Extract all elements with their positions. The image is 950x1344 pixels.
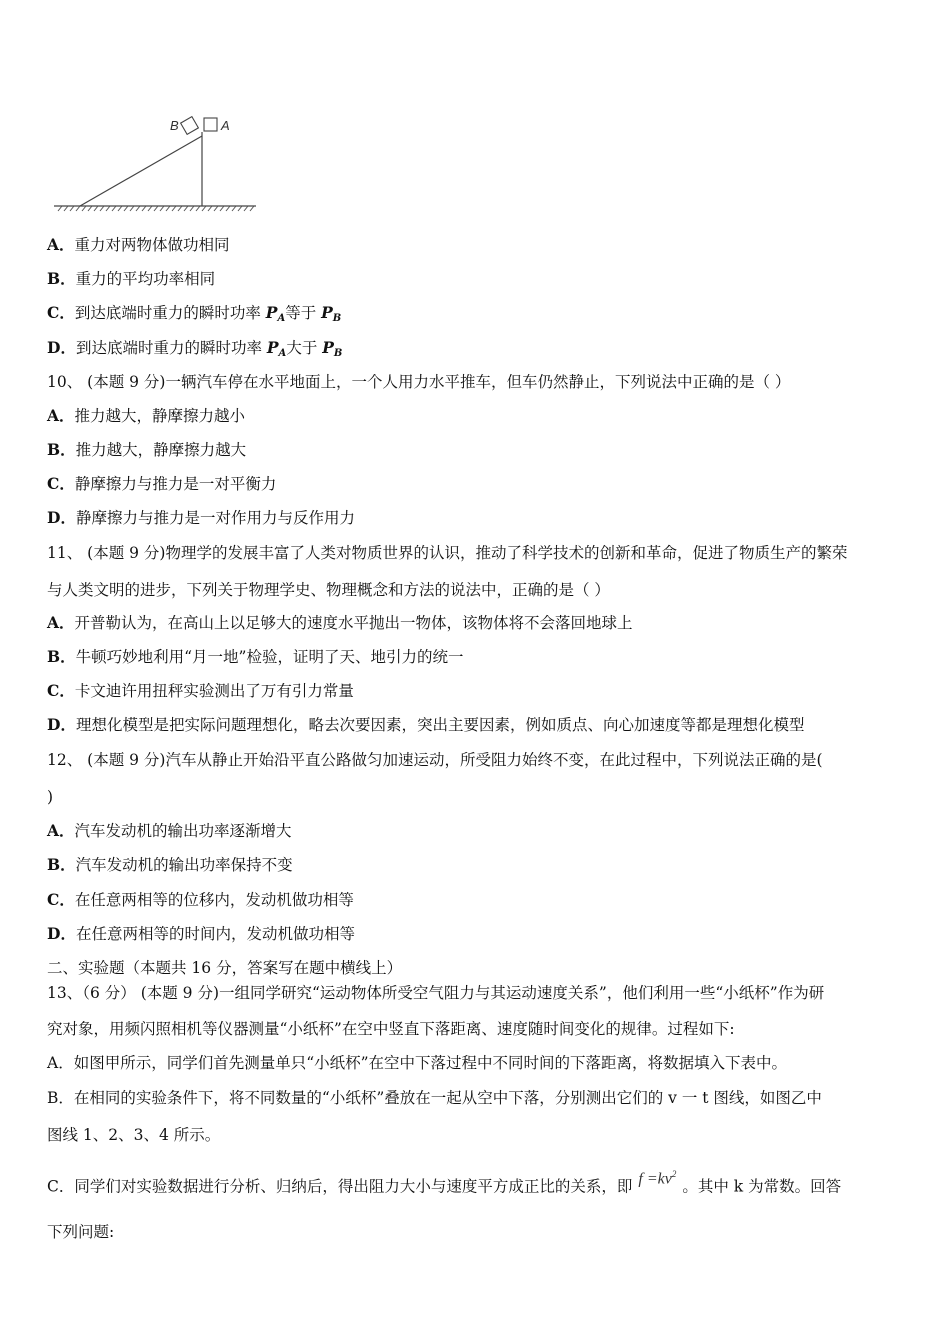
drag-formula: $f =kv^2$ — [638, 1169, 677, 1188]
block-a — [204, 118, 217, 131]
q12-stem-line1: 12、 (本题 9 分)汽车从静止开始沿平直公路做匀加速运动，所受阻力始终不变，在此过程中，下列说法正确的是( — [47, 751, 823, 769]
q10-stem: 10、 (本题 9 分)一辆汽车停在水平地面上，一个人用力水平推车，但车仍然静止，下列说法中正确的是（ ） — [47, 373, 791, 391]
section-heading: 二、实验题（本题共 16 分，答案写在题中横线上） — [47, 959, 403, 977]
q13-stem-line1: 13、（6 分） (本题 9 分)一组同学研究“运动物体所受空气阻力与其运动速度关系”，他们利用一些“小纸杯”作为研 — [47, 984, 825, 1002]
q13-step-c-line2: 下列问题: — [47, 1223, 115, 1241]
q12-option-b: B．汽车发动机的输出功率保持不变 — [47, 855, 293, 874]
q9-option-d: D．到达底端时重力的瞬时功率 $P_A$大于 $P_B$ — [47, 338, 343, 359]
q9-option-b: B．重力的平均功率相同 — [47, 269, 216, 288]
label-a: A — [221, 118, 230, 133]
q12-stem-line2: ) — [47, 788, 54, 806]
q11-option-d: D．理想化模型是把实际问题理想化，略去次要因素，突出主要因素，例如质点、向心加速度等都是理想化模型 — [47, 715, 805, 734]
q12-option-a: A．汽车发动机的输出功率逐渐增大 — [47, 821, 292, 840]
ground-hatching — [54, 206, 256, 211]
q11-stem-line1: 11、 (本题 9 分)物理学的发展丰富了人类对物质世界的认识，推动了科学技术的创新和革命，促进了物质生产的繁荣 — [47, 544, 848, 562]
q10-option-b: B．推力越大，静摩擦力越大 — [47, 440, 247, 459]
q10-option-a: A．推力越大，静摩擦力越小 — [47, 406, 246, 425]
q13-step-b-line2: 图线 1、2、3、4 所示。 — [47, 1126, 221, 1144]
q10-option-d: D．静摩擦力与推力是一对作用力与反作用力 — [47, 508, 355, 527]
q13-stem-line2: 究对象，用频闪照相机等仪器测量“小纸杯”在空中竖直下落距离、速度随时间变化的规律。过程如下: — [47, 1020, 735, 1038]
q13-step-c-line1: C．同学们对实验数据进行分析、归纳后，得出阻力大小与速度平方成正比的关系，即 $f =kv^2$。其中 k 为常数。回答 — [47, 1172, 841, 1197]
incline-figure — [50, 110, 265, 215]
q12-option-d: D．在任意两相等的时间内，发动机做功相等 — [47, 924, 355, 943]
label-b: B — [170, 118, 179, 133]
q10-option-c: C．静摩擦力与推力是一对平衡力 — [47, 474, 277, 493]
q12-option-c: C．在任意两相等的位移内，发动机做功相等 — [47, 890, 354, 909]
q11-option-c: C．卡文迪许用扭秤实验测出了万有引力常量 — [47, 681, 354, 700]
q11-option-a: A．开普勒认为，在高山上以足够大的速度水平抛出一物体，该物体将不会落回地球上 — [47, 613, 633, 632]
q13-step-b-line1: B．在相同的实验条件下，将不同数量的“小纸杯”叠放在一起从空中下落，分别测出它们的 v 一 t 图线，如图乙中 — [47, 1089, 822, 1107]
q9-option-a: A．重力对两物体做功相同 — [47, 235, 230, 254]
q9-option-c: C．到达底端时重力的瞬时功率 $P_A$等于 $P_B$ — [47, 303, 342, 324]
q11-option-b: B．牛顿巧妙地利用“月一地”检验，证明了天、地引力的统一 — [47, 647, 464, 666]
incline-line — [80, 136, 202, 206]
block-b — [181, 117, 199, 135]
q13-step-a: A．如图甲所示，同学们首先测量单只“小纸杯”在空中下落过程中不同时间的下落距离，将数据填入下表中。 — [47, 1054, 788, 1072]
q11-stem-line2: 与人类文明的进步，下列关于物理学史、物理概念和方法的说法中，正确的是（ ） — [47, 581, 610, 599]
